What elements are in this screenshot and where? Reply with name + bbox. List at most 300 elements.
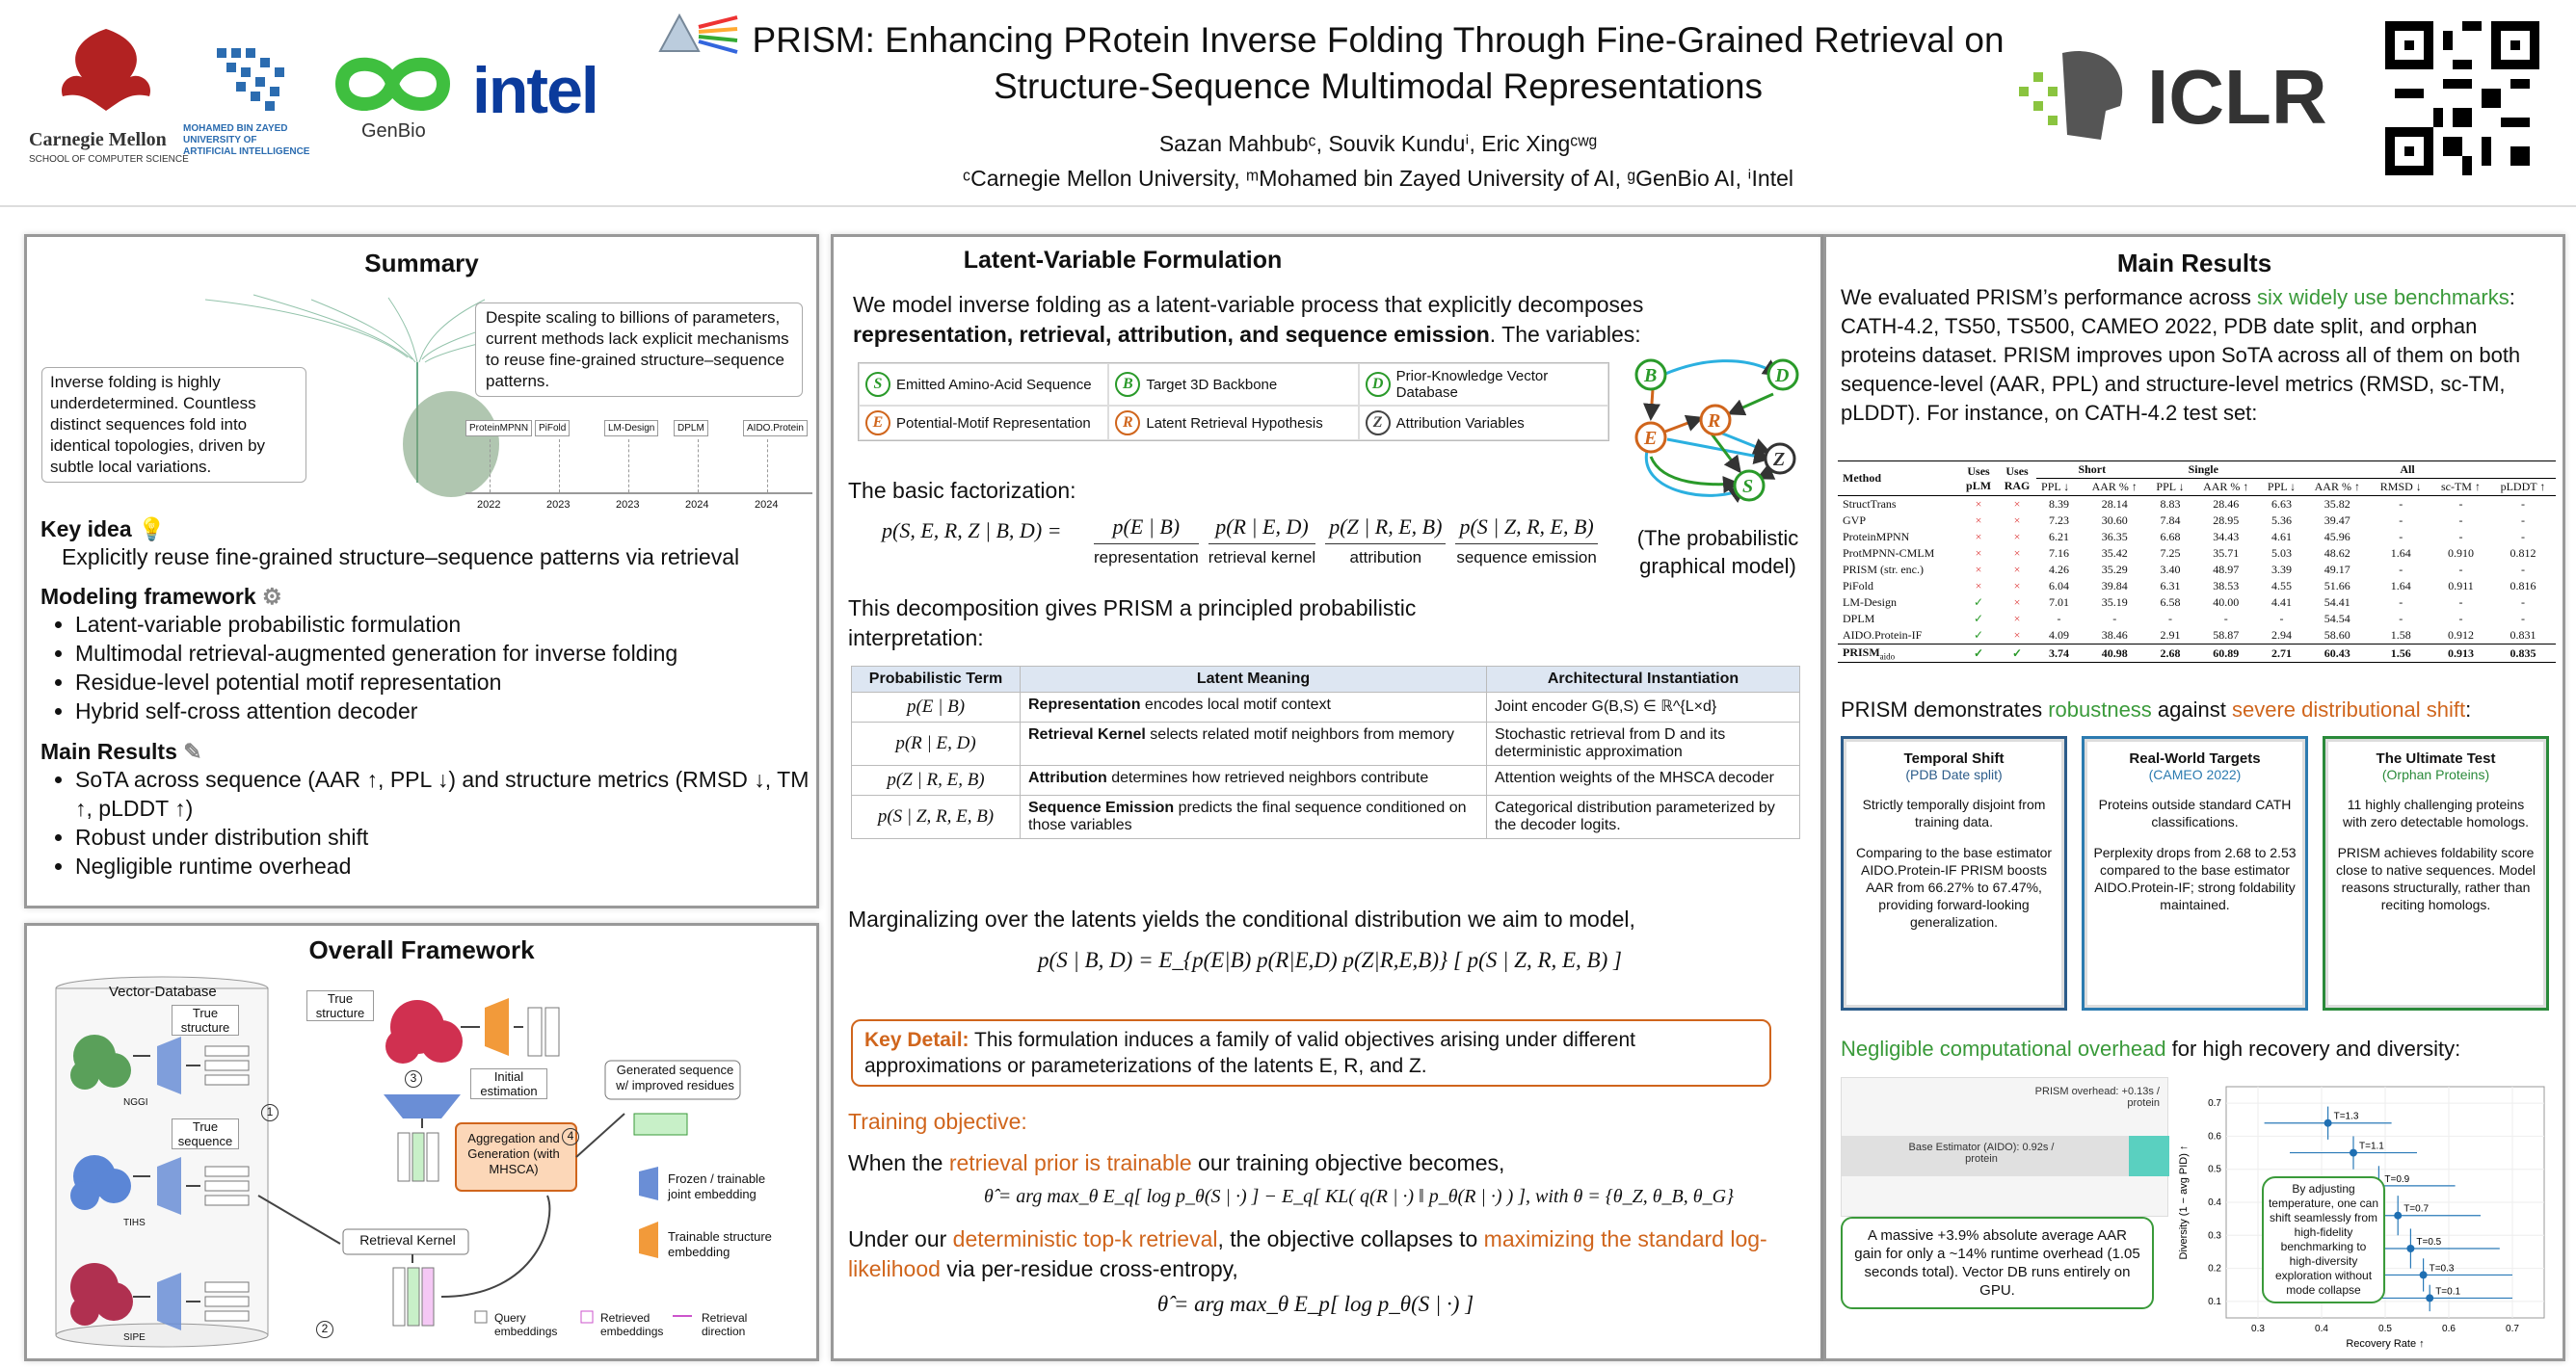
svg-text:D: D — [1775, 365, 1790, 386]
interp-term: p(S | Z, R, E, B) — [852, 796, 1021, 839]
results-heading — [40, 739, 811, 765]
table-cell: 6.31 — [2160, 579, 2181, 592]
bubble-right: Despite scaling to billions of parameters, current methods lack explicit mechanisms to reuse fine-grained structure–sequence patterns. — [475, 303, 803, 397]
true-sequence-label: True sequence — [172, 1118, 239, 1149]
shift-box-p2: Comparing to the base estimator AIDO.Protein-IF PRISM boosts AAR from 66.27% to 67.47%, providing forward-looking generalization. — [1855, 845, 2053, 930]
svg-text:B: B — [1644, 365, 1658, 386]
table-cell: 35.19 — [2101, 595, 2128, 609]
table-cell: 0.831 — [2510, 628, 2536, 642]
table-cell: 8.39 — [2048, 497, 2069, 511]
robust-a: PRISM demonstrates — [1841, 697, 2049, 722]
results-table — [1838, 460, 2556, 663]
interp-row — [852, 723, 1800, 766]
shift-box-title: Real-World Targets — [2129, 750, 2261, 767]
prism-cell — [2371, 645, 2431, 663]
shift-box-sub: (Orphan Proteins) — [2381, 767, 2490, 782]
latent-intro — [853, 290, 1807, 350]
robust-b: robustness — [2048, 697, 2152, 722]
table-cell: 58.60 — [2324, 628, 2350, 642]
aggregation-label: Aggregation and Generation (with MHSCA) — [467, 1131, 560, 1176]
table-cell: 35.71 — [2213, 546, 2240, 560]
prism-cell-text: 60.89 — [2213, 645, 2240, 660]
interp-meaning-bold: Retrieval Kernel — [1028, 726, 1146, 743]
scatter-point — [2426, 1294, 2433, 1302]
results-intro — [1841, 283, 2554, 428]
table-cell: 7.23 — [2048, 513, 2069, 527]
table-cell: × — [1975, 563, 1982, 576]
svg-text:S: S — [1742, 476, 1754, 497]
interp-arch: Attention weights of the MHSCA decoder — [1487, 766, 1800, 796]
robust-e: : — [2465, 697, 2472, 722]
interp-meaning-bold: Representation — [1028, 697, 1141, 713]
interp-meaning-rest: determines how retrieved neighbors contribute — [1106, 770, 1429, 786]
subhead-cell: sc-TM ↑ — [2440, 480, 2481, 493]
interp-meaning-rest: selects related motif neighbors from memory — [1145, 726, 1454, 743]
overhead-text — [1841, 1037, 2460, 1062]
modeling-heading — [40, 584, 811, 610]
summary-title: Summary — [364, 249, 479, 277]
svg-text:Z: Z — [1773, 449, 1786, 470]
initial-estimation-label: Initial estimation — [470, 1068, 547, 1099]
table-cell: × — [2013, 628, 2021, 642]
interp-row — [852, 796, 1800, 839]
results-item: • Negligible runtime overhead — [75, 852, 811, 881]
table-cell: 3.40 — [2160, 563, 2181, 576]
training-equation: θ̂ = arg max_θ E_q[ log p_θ(S | ·) ] − E_q[ KL( q(R | ·) ‖ p_θ(R | ·) ) ], with θ = {θ_Z, θ_B, θ_G} — [983, 1186, 1735, 1207]
intel-logo: intel — [472, 54, 598, 127]
table-cell: × — [2013, 595, 2021, 609]
step-2: 2 — [316, 1321, 333, 1338]
timeline-tick — [698, 439, 699, 492]
table-cell: - — [2458, 530, 2463, 543]
table-cell: 28.46 — [2213, 497, 2240, 511]
timeline — [465, 420, 817, 526]
mbzuai-line3: ARTIFICIAL INTELLIGENCE — [183, 146, 310, 157]
prism-cell — [2192, 645, 2259, 663]
subhead-cell: PPL ↓ — [2267, 480, 2297, 493]
key-idea-section — [40, 516, 811, 881]
overhead-a: Negligible computational overhead — [1841, 1037, 2166, 1061]
table-cell: 0.910 — [2447, 546, 2474, 560]
table-cell: ✓ — [1974, 612, 1984, 625]
y-tick-label: 0.6 — [2208, 1131, 2221, 1143]
modeling-item: • Latent-variable probabilistic formulation — [75, 610, 811, 639]
th-arch: Architectural Instantiation — [1487, 667, 1800, 693]
table-cell: - — [2458, 497, 2463, 511]
training-text — [848, 1150, 1504, 1176]
table-cell: 35.82 — [2324, 497, 2350, 511]
svg-text:R: R — [1708, 410, 1721, 432]
table-cell: 4.09 — [2048, 628, 2069, 642]
point-label: T=0.1 — [2435, 1286, 2461, 1298]
robust-text — [1841, 697, 2471, 723]
point-label: T=0.7 — [2403, 1203, 2430, 1215]
table-cell: - — [2399, 595, 2403, 609]
factor — [1094, 514, 1199, 567]
prism-cell — [1998, 645, 2036, 663]
interp-meaning-rest: predicts the final sequence conditioned on those variables — [1028, 800, 1467, 833]
variable-symbol: S — [865, 372, 890, 397]
base-label: Base Estimator (AIDO): 0.92s / protein — [1908, 1142, 2055, 1165]
mbzuai-name — [183, 123, 309, 158]
subhead-cell: PPL ↓ — [2156, 480, 2185, 493]
cmu-logo — [39, 19, 173, 125]
prism-cell-text: 2.71 — [2271, 645, 2293, 660]
factorization-heading: The basic factorization: — [848, 478, 1076, 503]
table-cell: 6.04 — [2048, 579, 2069, 592]
key-detail-box — [851, 1019, 1771, 1087]
table-cell: × — [2013, 579, 2021, 592]
table-cell: - — [2279, 612, 2284, 625]
frozen-label: Frozen / trainable joint embedding — [668, 1171, 766, 1201]
table-cell: × — [2013, 612, 2021, 625]
shift-box-p2: PRISM achieves foldability score close to native sequences. Model reasons structurally, rather than reciting homologs. — [2335, 845, 2536, 912]
gear-icon: ⚙ — [262, 584, 282, 609]
y-tick-label: 0.7 — [2208, 1098, 2221, 1110]
variable-cell — [1108, 406, 1358, 440]
table-cell: - — [2399, 513, 2403, 527]
train-a: When the — [848, 1150, 949, 1175]
interp-row — [852, 766, 1800, 796]
key-detail-text: This formulation induces a family of valid objectives arising under different approximations or parameterizations of the latents E, R, and Z. — [864, 1029, 1635, 1077]
table-cell: × — [2013, 513, 2021, 527]
step-4: 4 — [562, 1128, 579, 1145]
table-cell: 28.14 — [2101, 497, 2128, 511]
table-cell: 0.816 — [2510, 579, 2536, 592]
variable-label: Emitted Amino-Acid Sequence — [896, 376, 1092, 393]
table-cell: - — [2520, 595, 2525, 609]
interp-meaning — [1021, 723, 1487, 766]
genbio-logo — [332, 53, 453, 116]
table-cell: × — [1975, 579, 1982, 592]
prism-cell — [2148, 645, 2193, 663]
factor — [1455, 514, 1597, 567]
prism-cell-text: ✓ — [1974, 645, 1984, 660]
under-text — [848, 1224, 1812, 1284]
table-row — [1838, 594, 2556, 611]
timeline-method: LM-Design — [604, 420, 658, 436]
true-structure-label-2: True structure — [306, 990, 374, 1021]
latent-title: Latent-Variable Formulation — [963, 247, 1283, 274]
iclr-mark — [2009, 39, 2135, 149]
point-label: T=1.1 — [2359, 1141, 2384, 1152]
subhead-cell: AAR % ↑ — [2314, 480, 2360, 493]
res-intro-b: six widely use benchmarks — [2257, 285, 2510, 309]
shift-box-sub: (PDB Date split) — [1905, 767, 2003, 782]
prism-cell — [2431, 645, 2490, 663]
latent-panel — [831, 234, 1823, 1361]
true-structure-label: True structure — [172, 1005, 239, 1036]
runtime-bar-chart — [1841, 1077, 2168, 1217]
variable-symbol: R — [1115, 410, 1140, 435]
interp-meaning-bold: Attribution — [1028, 770, 1107, 786]
table-cell: 38.53 — [2213, 579, 2240, 592]
table-cell: ✓ — [1974, 595, 1984, 609]
table-cell: 4.55 — [2271, 579, 2293, 592]
x-tick-label: 0.5 — [2378, 1324, 2392, 1334]
group-all: All — [2259, 461, 2556, 479]
vector-db-label: Vector-Database — [109, 984, 217, 1000]
group-short: Short — [2036, 461, 2148, 479]
table-cell: 28.95 — [2213, 513, 2240, 527]
lightbulb-icon: 💡 — [138, 516, 166, 541]
results-item: • Robust under distribution shift — [75, 823, 811, 852]
prism-subscript: aido — [1879, 651, 1896, 662]
framework-title: Overall Framework — [308, 935, 535, 964]
scatter-point — [2394, 1212, 2402, 1220]
shift-box-sub: (CAMEO 2022) — [2148, 767, 2242, 782]
interp-term: p(R | E, D) — [852, 723, 1021, 766]
table-row — [1838, 529, 2556, 545]
table-cell: 4.61 — [2271, 530, 2293, 543]
iclr-logo: ICLR — [2147, 54, 2327, 140]
factor-label: representation — [1094, 548, 1199, 566]
prism-cell-text: PRISM — [1843, 645, 1880, 659]
scatter-point — [2420, 1271, 2428, 1278]
table-cell: 3.39 — [2271, 563, 2293, 576]
table-cell: ProtMPNN-CMLM — [1843, 546, 1935, 560]
th-meaning: Latent Meaning — [1021, 667, 1487, 693]
mbzuai-line2: UNIVERSITY OF — [183, 135, 257, 145]
svg-text:E: E — [1644, 428, 1658, 449]
subhead-cell: AAR % ↑ — [2091, 480, 2138, 493]
table-cell: 6.21 — [2048, 530, 2069, 543]
table-cell: × — [2013, 546, 2021, 560]
key-detail-heading: Key Detail: — [864, 1029, 969, 1051]
table-cell: × — [1975, 546, 1982, 560]
table-cell: 48.62 — [2324, 546, 2350, 560]
prism-logo — [651, 8, 742, 61]
table-cell: 51.66 — [2324, 579, 2350, 592]
modeling-list — [40, 610, 811, 725]
table-cell: 38.46 — [2101, 628, 2128, 642]
factor — [1208, 514, 1316, 567]
table-row — [1838, 496, 2556, 513]
intro-b: representation, retrieval, attribution, and sequence emission — [853, 322, 1490, 347]
factor-label: attribution — [1349, 548, 1422, 566]
variable-label: Potential-Motif Representation — [896, 414, 1091, 432]
col-uses-rag: Uses RAG — [1998, 461, 2036, 496]
prism-cell-text: ✓ — [2012, 645, 2023, 660]
shift-box-p1: Strictly temporally disjoint from training data. — [1862, 797, 2046, 829]
prism-cell-text: 2.68 — [2160, 645, 2181, 660]
variable-symbol: E — [865, 410, 890, 435]
results-title: Main Results — [2116, 249, 2272, 277]
id-tihs: TIHS — [123, 1218, 146, 1228]
res-intro-c: : CATH-4.2, TS50, TS500, CAMEO 2022, PDB date split, and orphan proteins dataset. PRISM improves upon SoTA across all of them on both sequence-level (AAR, PPL) and structure-level metrics (RMSD, sc-TM, pLDDT). For instance, on CATH-4.2 test set: — [1841, 285, 2521, 425]
prism-cell-text: 40.98 — [2101, 645, 2128, 660]
notepad-icon: ✎ — [183, 739, 202, 764]
group-single: Single — [2148, 461, 2260, 479]
factors — [1094, 514, 1598, 567]
step-1: 1 — [261, 1104, 279, 1121]
y-tick-label: 0.1 — [2208, 1296, 2221, 1307]
table-cell: - — [2520, 513, 2525, 527]
training-heading: Training objective: — [848, 1109, 1027, 1134]
interp-meaning — [1021, 693, 1487, 723]
y-tick-label: 0.2 — [2208, 1263, 2221, 1275]
table-cell: 40.00 — [2213, 595, 2240, 609]
variable-label: Prior-Knowledge Vector Database — [1395, 368, 1549, 401]
authors: Sazan Mahbubᶜ, Souvik Kunduⁱ, Eric Xingᶜʷᵍ — [1158, 131, 1598, 156]
factor-lhs: p(S, E, R, Z | B, D) = — [882, 518, 1062, 542]
variable-symbol: Z — [1366, 410, 1391, 435]
summary-panel — [24, 234, 819, 908]
under-d: maximizing the standard log-likelihood — [848, 1226, 1767, 1281]
train-b: retrieval prior is trainable — [948, 1150, 1192, 1175]
modeling-label: Modeling framework — [40, 584, 256, 609]
table-cell: 58.87 — [2213, 628, 2240, 642]
prism-cell — [1838, 645, 1959, 663]
subhead-cell: RMSD ↓ — [2379, 480, 2422, 493]
qr-code-icon[interactable] — [2385, 21, 2539, 175]
timeline-tick — [559, 439, 560, 492]
table-cell: StructTrans — [1843, 497, 1897, 511]
shift-box — [2082, 736, 2308, 1011]
factor-label: retrieval kernel — [1208, 548, 1316, 566]
factor — [1325, 514, 1446, 567]
col-method: Method — [1838, 461, 1959, 496]
x-tick-label: 0.7 — [2506, 1324, 2519, 1334]
results-panel — [1823, 234, 2565, 1361]
timeline-year: 2023 — [616, 499, 640, 511]
table-cell: 30.60 — [2101, 513, 2128, 527]
table-cell: 4.26 — [2048, 563, 2069, 576]
table-cell: - — [2057, 612, 2061, 625]
table-row — [1838, 627, 2556, 645]
cmu-name: Carnegie Mellon — [29, 129, 167, 150]
table-cell: 0.912 — [2447, 628, 2474, 642]
legend-query: Query embeddings — [494, 1311, 558, 1338]
key-idea-text: Explicitly reuse fine-grained structure–sequence patterns via retrieval — [62, 544, 740, 569]
y-axis-label: Diversity (1 − avg PID) ↑ — [2178, 1144, 2190, 1260]
table-cell: 6.58 — [2160, 595, 2181, 609]
subhead-cell: PPL ↓ — [2041, 480, 2070, 493]
bubble-left: Inverse folding is highly underdetermined. Countless distinct sequences fold into identical topologies, driven by subtle local variations. — [41, 367, 306, 483]
table-cell: - — [2112, 612, 2117, 625]
factor-label: sequence emission — [1456, 548, 1597, 566]
table-row — [1838, 513, 2556, 529]
table-cell: ProteinMPNN — [1843, 530, 1910, 543]
prism-cell — [2036, 645, 2082, 663]
variable-cell — [859, 406, 1108, 440]
trainable-label: Trainable structure embedding — [668, 1229, 772, 1259]
table-cell: 1.64 — [2390, 579, 2411, 592]
point-label: T=0.3 — [2429, 1263, 2455, 1275]
table-cell: 54.41 — [2324, 595, 2350, 609]
table-cell: × — [2013, 497, 2021, 511]
table-cell: GVP — [1843, 513, 1867, 527]
table-cell: × — [1975, 513, 1982, 527]
interp-term: p(E | B) — [852, 693, 1021, 723]
graph-caption: (The probabilistic graphical model) — [1636, 526, 1799, 578]
prism-cell — [2082, 645, 2148, 663]
scatter-point — [2406, 1245, 2414, 1252]
modeling-item: • Multimodal retrieval-augmented generation for inverse folding — [75, 639, 811, 668]
table-cell: 6.63 — [2271, 497, 2293, 511]
intro-a: We model inverse folding as a latent-variable process that explicitly decomposes — [853, 292, 1644, 317]
timeline-method: DPLM — [674, 420, 708, 436]
interp-arch: Categorical distribution parameterized by the decoder logits. — [1487, 796, 1800, 839]
x-axis-label: Recovery Rate ↑ — [2346, 1338, 2425, 1350]
legend-direction: Retrieval direction — [702, 1311, 748, 1338]
affiliations: ᶜCarnegie Mellon University, ᵐMohamed bin Zayed University of AI, ᵍGenBio AI, ⁱIntel — [962, 166, 1794, 191]
title-line-2: Structure-Sequence Multimodal Representations — [994, 66, 1763, 106]
modeling-item: • Residue-level potential motif representation — [75, 668, 811, 697]
table-cell: 45.96 — [2324, 530, 2350, 543]
y-tick-label: 0.3 — [2208, 1230, 2221, 1242]
title-line-1: PRISM: Enhancing PRotein Inverse Folding Through Fine-Grained Retrieval on — [752, 20, 2005, 60]
x-tick-label: 0.4 — [2315, 1324, 2328, 1334]
under-a: Under our — [848, 1226, 953, 1251]
interp-row — [852, 693, 1800, 723]
variable-cell — [1359, 363, 1608, 406]
prism-cell — [2259, 645, 2304, 663]
timeline-tick — [767, 439, 768, 492]
table-cell: 7.84 — [2160, 513, 2181, 527]
shift-box-p1: Proteins outside standard CATH classifications. — [2098, 797, 2292, 829]
table-row — [1838, 611, 2556, 627]
marginal-equation: p(S | B, D) = E_{p(E|B) p(R|E,D) p(Z|R,E,B)} [ p(S | Z, R, E, B) ] — [1038, 948, 1622, 972]
variable-cell — [1359, 406, 1608, 440]
prism-overhead-label: PRISM overhead: +0.13s / protein — [2034, 1086, 2160, 1109]
table-cell: 6.68 — [2160, 530, 2181, 543]
intro-c: . The variables: — [1489, 322, 1641, 347]
cmu-sub: SCHOOL OF COMPUTER SCIENCE — [29, 154, 189, 165]
robust-c: against — [2151, 697, 2232, 722]
interpretation-table — [851, 666, 1800, 839]
timeline-axis — [465, 492, 812, 494]
table-cell: 49.17 — [2324, 563, 2350, 576]
retrieval-kernel-label: Retrieval Kernel — [359, 1232, 456, 1248]
framework-panel — [24, 923, 819, 1361]
scatter-point — [2350, 1149, 2357, 1157]
table-cell: - — [2223, 612, 2228, 625]
table-cell: × — [1975, 497, 1982, 511]
shift-box-title: The Ultimate Test — [2376, 750, 2496, 767]
table-cell: 35.29 — [2101, 563, 2128, 576]
id-sipe: SIPE — [123, 1332, 146, 1343]
shift-box — [2323, 736, 2549, 1011]
generated-label: Generated sequence w/ improved residues — [616, 1063, 734, 1092]
key-idea-heading — [40, 516, 811, 542]
under-c: , the objective collapses to — [1217, 1226, 1484, 1251]
header — [0, 0, 2576, 207]
timeline-year: 2024 — [685, 499, 709, 511]
table-cell: - — [2458, 612, 2463, 625]
interp-arch: Stochastic retrieval from D and its deterministic approximation — [1487, 723, 1800, 766]
table-cell: - — [2168, 612, 2172, 625]
results-item: • SoTA across sequence (AAR ↑, PPL ↓) and structure metrics (RMSD ↓, TM ↑, pLDDT ↑) — [75, 765, 811, 823]
interp-arch: Joint encoder G(B,S) ∈ ℝ^{L×d} — [1487, 693, 1800, 723]
table-cell: - — [2399, 612, 2403, 625]
table-cell: 5.03 — [2271, 546, 2293, 560]
table-cell: 0.911 — [2448, 579, 2474, 592]
table-cell: 5.36 — [2271, 513, 2293, 527]
overhead-b: for high recovery and diversity: — [2165, 1037, 2461, 1061]
prism-cell-text: 60.43 — [2324, 645, 2350, 660]
results-list — [40, 765, 811, 881]
prism-cell-text: 3.74 — [2048, 645, 2069, 660]
variable-cell — [859, 363, 1108, 406]
final-equation: θ̂ = arg max_θ E_p[ log p_θ(S | ·) ] — [1156, 1292, 1474, 1316]
mbzuai-line1: MOHAMED BIN ZAYED — [183, 123, 288, 134]
table-cell: 2.94 — [2271, 628, 2293, 642]
variable-symbol: D — [1366, 372, 1391, 397]
table-row — [1838, 562, 2556, 578]
table-cell: × — [2013, 563, 2021, 576]
variable-symbol: B — [1115, 372, 1140, 397]
